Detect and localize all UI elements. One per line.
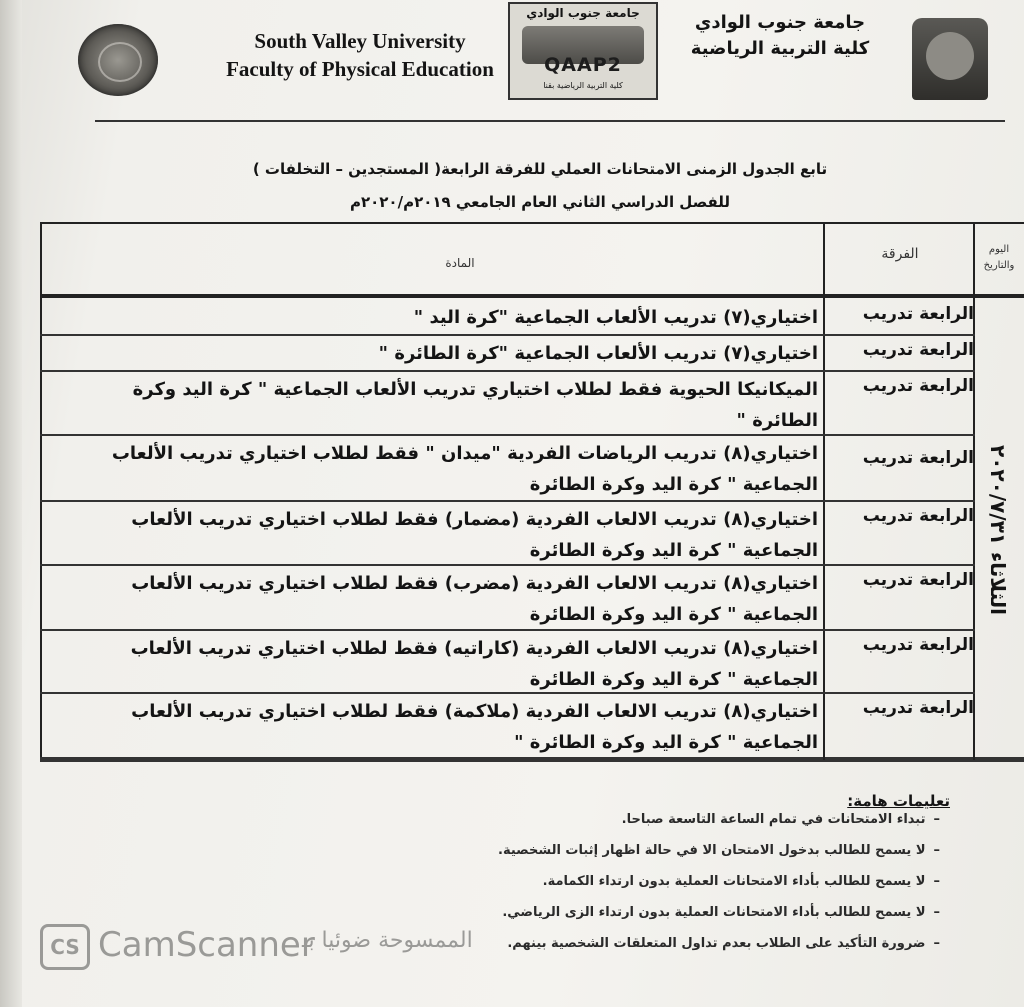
list-item: –ضرورة التأكيد على الطلاب بعدم تداول المتعلقات الشخصية بينهم. — [507, 936, 940, 951]
table-row — [40, 336, 980, 370]
list-item: –تبداء الامتحانات في تمام الساعة التاسعة صباحا. — [621, 812, 940, 827]
university-name-ar: جامعة جنوب الوادي — [694, 12, 866, 33]
table-row — [40, 436, 980, 500]
subject-cell: اختياري(٨) تدريب الالعاب الفردية (مضمار) فقط لطلاب اختياري تدريب الألعاب الجماعية " كرة اليد وكرة الطائرة — [131, 509, 818, 561]
table-row — [40, 502, 980, 564]
table-row — [40, 372, 980, 434]
subject-cell: اختياري(٧) تدريب الألعاب الجماعية "كرة الطائرة " — [378, 343, 818, 364]
list-item: –لا يسمح للطالب بأداء الامتحانات العملية بدون ارتداء الزى الرياضي. — [502, 905, 940, 920]
qaap-logo-bottom-text: كلية التربية الرياضية بقنا — [543, 81, 623, 90]
dept-cell: الرابعة تدريب — [862, 635, 974, 655]
left-emblem-logo — [78, 24, 158, 96]
camscanner-arabic-text: الممسوحة ضوئيا بـ — [302, 928, 473, 953]
dept-cell: الرابعة تدريب — [862, 506, 974, 526]
schedule-title: تابع الجدول الزمنى الامتحانات العملي للفرقة الرابعة( المستجدين – التخلفات ) — [252, 160, 828, 178]
camscanner-logo-icon: CS — [40, 924, 90, 970]
dept-cell: الرابعة تدريب — [862, 340, 974, 360]
qaap-logo-top-text: جامعة جنوب الوادي — [526, 6, 640, 20]
camscanner-name: CamScanner — [98, 925, 315, 965]
subject-cell: اختياري(٧) تدريب الألعاب الجماعية "كرة اليد " — [413, 307, 818, 328]
header-dept: الفرقة — [881, 246, 919, 262]
header-divider — [95, 120, 1005, 122]
page-fold-shadow — [0, 0, 22, 1007]
table-row — [40, 566, 980, 629]
faculty-name-en: Faculty of Physical Education — [226, 57, 494, 81]
dept-cell: الرابعة تدريب — [862, 448, 974, 468]
qaap-logo-brand: QAAP2 — [544, 54, 622, 76]
university-name-en: South Valley University — [254, 29, 466, 53]
dept-cell: الرابعة تدريب — [862, 304, 974, 324]
table-row — [40, 694, 980, 756]
subject-cell: اختياري(٨) تدريب الالعاب الفردية (كاراتيه) فقط لطلاب اختياري تدريب الألعاب الجماعية " كرة اليد وكرة الطائرة — [130, 638, 818, 690]
university-name-english — [200, 27, 520, 83]
instructions-title: تعليمات هامة: — [847, 792, 950, 810]
dept-cell: الرابعة تدريب — [862, 570, 974, 590]
list-item: –لا يسمح للطالب بدخول الامتحان الا في حالة اظهار إثبات الشخصية. — [498, 843, 940, 858]
qaap-accreditation-logo — [508, 2, 658, 100]
table-row — [40, 300, 980, 334]
schedule-subtitle: للفصل الدراسي الثاني العام الجامعي ٢٠١٩م/٢٠٢٠م — [349, 193, 731, 211]
camscanner-watermark — [40, 920, 520, 972]
day-date-value: الثلاثاء ٢٠٢٠/٧/٣١ — [986, 444, 1010, 615]
dept-cell: الرابعة تدريب — [862, 376, 974, 396]
list-item: –لا يسمح للطالب بأداء الامتحانات العملية بدون ارتداء الكمامة. — [542, 874, 940, 889]
right-faculty-logo — [912, 18, 988, 100]
subject-cell: اختياري(٨) تدريب الرياضات الفردية "ميدان " فقط لطلاب اختياري تدريب الألعاب الجماعية " كرة اليد وكرة الطائرة — [111, 443, 818, 495]
university-name-arabic — [660, 10, 900, 62]
table-row — [40, 631, 980, 692]
header-subject: المادة — [445, 256, 475, 270]
exam-schedule-table — [40, 222, 1024, 762]
header-day: اليوم والتاريخ — [983, 244, 1015, 271]
subject-cell: اختياري(٨) تدريب الالعاب الفردية (ملاكمة) فقط لطلاب اختياري تدريب الألعاب الجماعية " كرة اليد وكرة الطائرة " — [131, 701, 818, 753]
faculty-name-ar: كلية التربية الرياضية — [690, 38, 870, 59]
subject-cell: الميكانيكا الحيوية فقط لطلاب اختياري تدريب الألعاب الجماعية " كرة اليد وكرة الطائرة " — [132, 379, 818, 431]
dept-cell: الرابعة تدريب — [862, 698, 974, 718]
subject-cell: اختياري(٨) تدريب الالعاب الفردية (مضرب) فقط لطلاب اختياري تدريب الألعاب الجماعية " كرة اليد وكرة الطائرة — [131, 573, 818, 625]
day-date-cell — [975, 302, 1021, 757]
